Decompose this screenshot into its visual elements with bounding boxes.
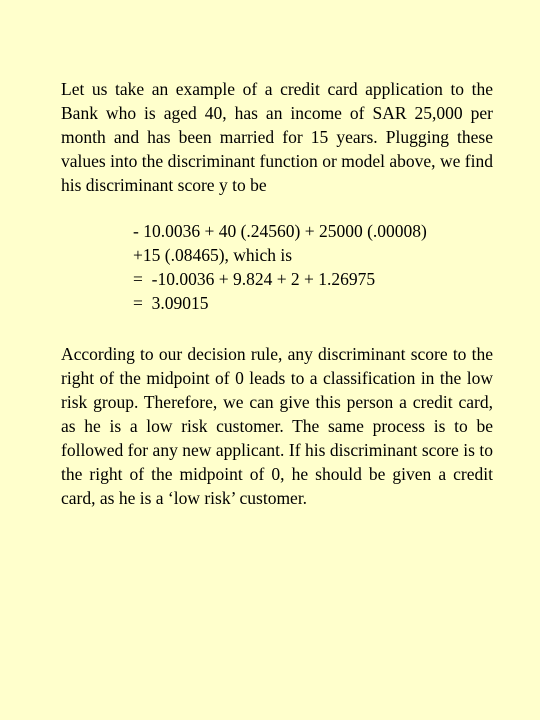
equation-line-2: +15 (.08465), which is bbox=[133, 245, 293, 265]
equation-line-3: = -10.0036 + 9.824 + 2 + 1.26975 bbox=[133, 269, 376, 289]
equation-line-4: = 3.09015 bbox=[133, 293, 209, 313]
decision-rule-paragraph: According to our decision rule, any discriminant score to the right of the midpoint of 0 leads to a classification in the low risk group. Therefore, we can give this person a credit card, as he is a low risk customer. The same process is to be followed for any new applicant. If his discriminant score is to the right of the midpoint of 0, he should be given a credit card, as he is a ‘low risk’ customer. bbox=[61, 344, 493, 508]
discriminant-score-calculation bbox=[133, 219, 513, 315]
intro-paragraph: Let us take an example of a credit card application to the Bank who is aged 40, has an income of SAR 25,000 per month and has been married for 15 years. Plugging these values into the discriminant function or model above, we find his discriminant score y to be bbox=[61, 79, 493, 195]
equation-line-1: - 10.0036 + 40 (.24560) + 25000 (.00008) bbox=[133, 221, 427, 241]
